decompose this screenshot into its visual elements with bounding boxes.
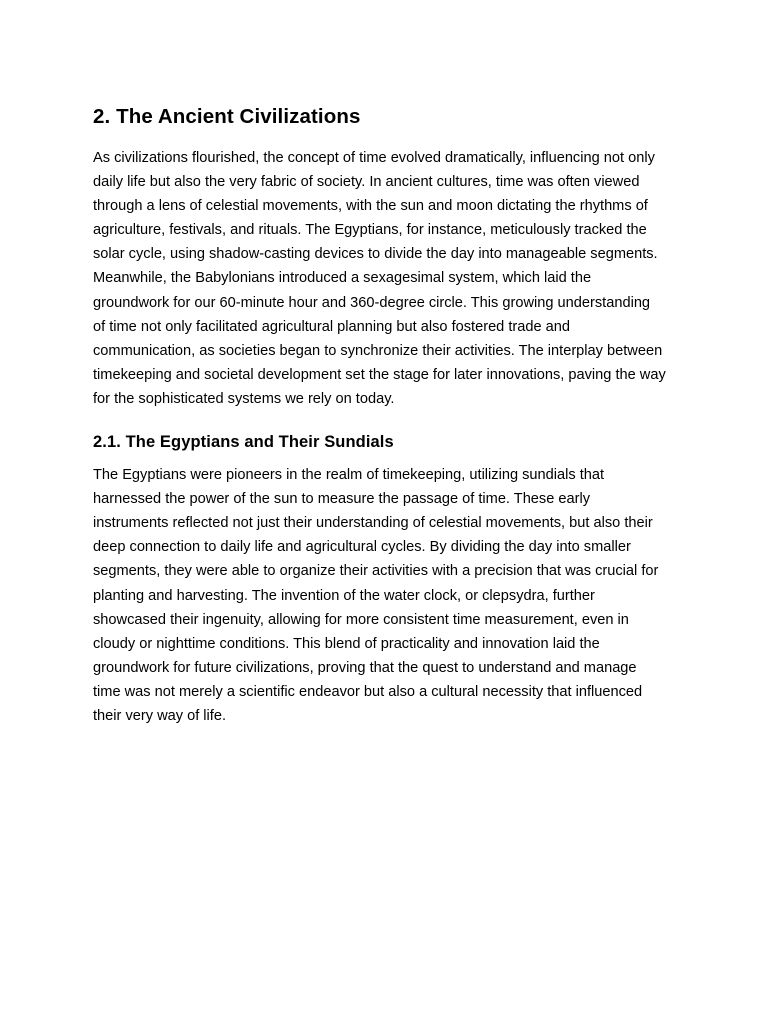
paragraph-line: their very way of life. (93, 707, 227, 724)
paragraph-line: groundwork for our 60-minute hour and 360-degree circle. This growing understanding (93, 294, 651, 311)
paragraph-line: Meanwhile, the Babylonians introduced a sexagesimal system, which laid the (93, 270, 592, 287)
paragraph-line: communication, as societies began to synchronize their activities. The interplay between (93, 342, 663, 359)
section-heading: 2. The Ancient Civilizations (93, 105, 361, 128)
paragraph-line: agriculture, festivals, and rituals. The Egyptians, for instance, meticulously tracked the (93, 222, 647, 239)
paragraph-line: cloudy or nighttime conditions. This blend of practicality and innovation laid the (93, 635, 600, 652)
paragraph-line: deep connection to daily life and agricultural cycles. By dividing the day into smaller (93, 539, 631, 556)
paragraph-line: segments, they were able to organize their activities with a precision that was crucial for (93, 563, 659, 580)
paragraph-line: timekeeping and societal development set the stage for later innovations, paving the way (93, 366, 666, 383)
paragraph-line: groundwork for future civilizations, proving that the quest to understand and manage (93, 659, 637, 676)
paragraph-line: instruments reflected not just their understanding of celestial movements, but also their (93, 515, 653, 532)
subsection-paragraph (93, 463, 683, 728)
paragraph-line: of time not only facilitated agricultural planning but also fostered trade and (93, 318, 571, 335)
document-page (93, 104, 683, 728)
paragraph-line: The Egyptians were pioneers in the realm of timekeeping, utilizing sundials that (93, 467, 605, 484)
paragraph-line: As civilizations flourished, the concept of time evolved dramatically, influencing not only (93, 150, 655, 166)
paragraph-line: planting and harvesting. The invention of the water clock, or clepsydra, further (93, 587, 595, 604)
paragraph-line: daily life but also the very fabric of society. In ancient cultures, time was often viewed (93, 174, 640, 191)
paragraph-line: through a lens of celestial movements, with the sun and moon dictating the rhythms of (93, 198, 648, 215)
paragraph-line: for the sophisticated systems we rely on today. (93, 390, 395, 407)
paragraph-line: solar cycle, using shadow-casting devices to divide the day into manageable segments. (93, 246, 658, 263)
paragraph-line: harnessed the power of the sun to measure the passage of time. These early (93, 491, 591, 508)
subsection-heading: 2.1. The Egyptians and Their Sundials (93, 433, 394, 452)
paragraph-line: showcased their ingenuity, allowing for more consistent time measurement, even in (93, 611, 629, 628)
section-paragraph (93, 146, 683, 411)
paragraph-line: time was not merely a scientific endeavor but also a cultural necessity that influenced (93, 683, 643, 700)
